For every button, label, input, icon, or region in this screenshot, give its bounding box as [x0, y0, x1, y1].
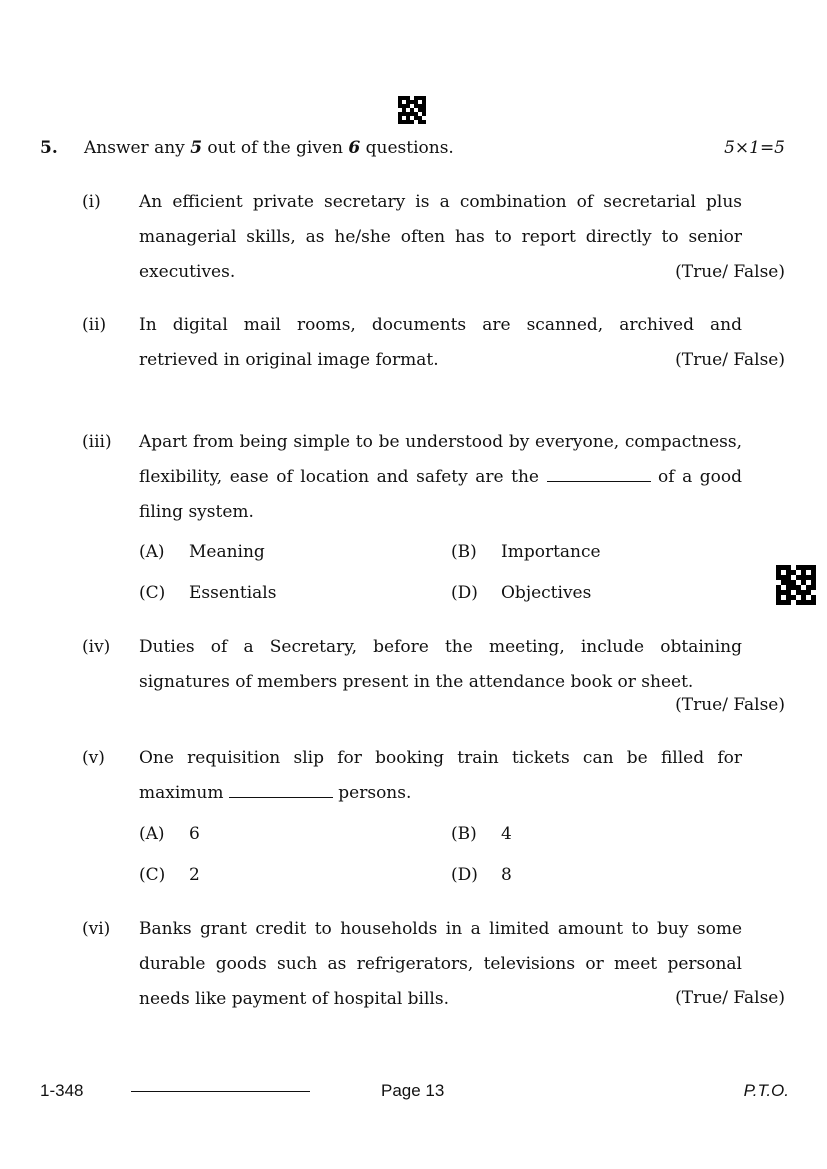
option-label: (A) — [139, 824, 165, 844]
option-label: (D) — [451, 583, 478, 603]
true-false-marker: (True/ False) — [675, 988, 785, 1008]
item-i-text — [139, 185, 742, 290]
option-text: 2 — [189, 865, 200, 885]
text-line — [139, 776, 742, 811]
qr-code-side-icon — [776, 565, 816, 605]
text-segment: persons. — [338, 783, 412, 803]
text-line: Apart from being simple to be understood by everyone, compactness, — [139, 432, 742, 452]
item-label: (v) — [82, 748, 105, 768]
instruction-text: Answer any — [84, 138, 191, 158]
option-text: 4 — [501, 824, 512, 844]
instruction-text: out of the given — [202, 138, 349, 158]
option-label: (C) — [139, 865, 166, 885]
instruction-count: 5 — [190, 138, 203, 158]
question-instruction — [84, 138, 454, 158]
text-segment: flexibility, ease of location and safety are the — [139, 467, 539, 487]
true-false-marker: (True/ False) — [675, 350, 785, 370]
item-v-text — [139, 741, 742, 811]
footer-divider — [131, 1091, 310, 1092]
text-line: needs like payment of hospital bills. — [139, 989, 449, 1009]
marks-allocation: 5×1=5 — [724, 138, 785, 158]
fill-in-blank — [547, 467, 651, 482]
option-label: (B) — [451, 824, 477, 844]
item-ii-text — [139, 308, 742, 378]
item-iv-text — [139, 630, 742, 700]
text-line — [139, 460, 742, 495]
item-label: (ii) — [82, 315, 107, 335]
instruction-text: questions. — [360, 138, 454, 158]
item-label: (iv) — [82, 637, 111, 657]
please-turn-over: P.T.O. — [743, 1081, 789, 1100]
true-false-marker: (True/ False) — [675, 262, 785, 282]
true-false-marker: (True/ False) — [675, 695, 785, 715]
option-text: 6 — [189, 824, 200, 844]
item-label: (i) — [82, 192, 101, 212]
paper-code: 1-348 — [40, 1081, 84, 1100]
text-line: One requisition slip for booking train tickets can be filled for — [139, 748, 742, 768]
option-text: 8 — [501, 865, 512, 885]
text-line: managerial skills, as he/she often has to report directly to senior — [139, 227, 742, 247]
option-label: (D) — [451, 865, 478, 885]
item-vi-text — [139, 912, 742, 1017]
option-text: Essentials — [189, 583, 277, 603]
option-label: (B) — [451, 542, 477, 562]
text-line: An efficient private secretary is a combination of secretarial plus — [139, 192, 742, 212]
item-label: (vi) — [82, 919, 111, 939]
option-text: Importance — [501, 542, 601, 562]
instruction-total: 6 — [348, 138, 361, 158]
qr-code-top-icon — [398, 96, 426, 124]
text-segment: maximum — [139, 783, 224, 803]
page-number: Page 13 — [381, 1081, 445, 1100]
question-number: 5. — [40, 138, 58, 158]
text-line: durable goods such as refrigerators, televisions or meet personal — [139, 954, 742, 974]
text-line: executives. — [139, 262, 236, 282]
item-label: (iii) — [82, 432, 112, 452]
text-line: retrieved in original image format. — [139, 350, 439, 370]
fill-in-blank — [229, 783, 333, 798]
text-line: Banks grant credit to households in a limited amount to buy some — [139, 919, 742, 939]
text-line: Duties of a Secretary, before the meeting, include obtaining — [139, 637, 742, 657]
text-line: signatures of members present in the attendance book or sheet. — [139, 672, 694, 692]
option-text: Objectives — [501, 583, 592, 603]
option-text: Meaning — [189, 542, 265, 562]
text-line: In digital mail rooms, documents are scanned, archived and — [139, 315, 742, 335]
option-label: (C) — [139, 583, 166, 603]
text-line: filing system. — [139, 502, 254, 522]
item-iii-text — [139, 425, 742, 530]
option-label: (A) — [139, 542, 165, 562]
text-segment: of a good — [658, 467, 742, 487]
